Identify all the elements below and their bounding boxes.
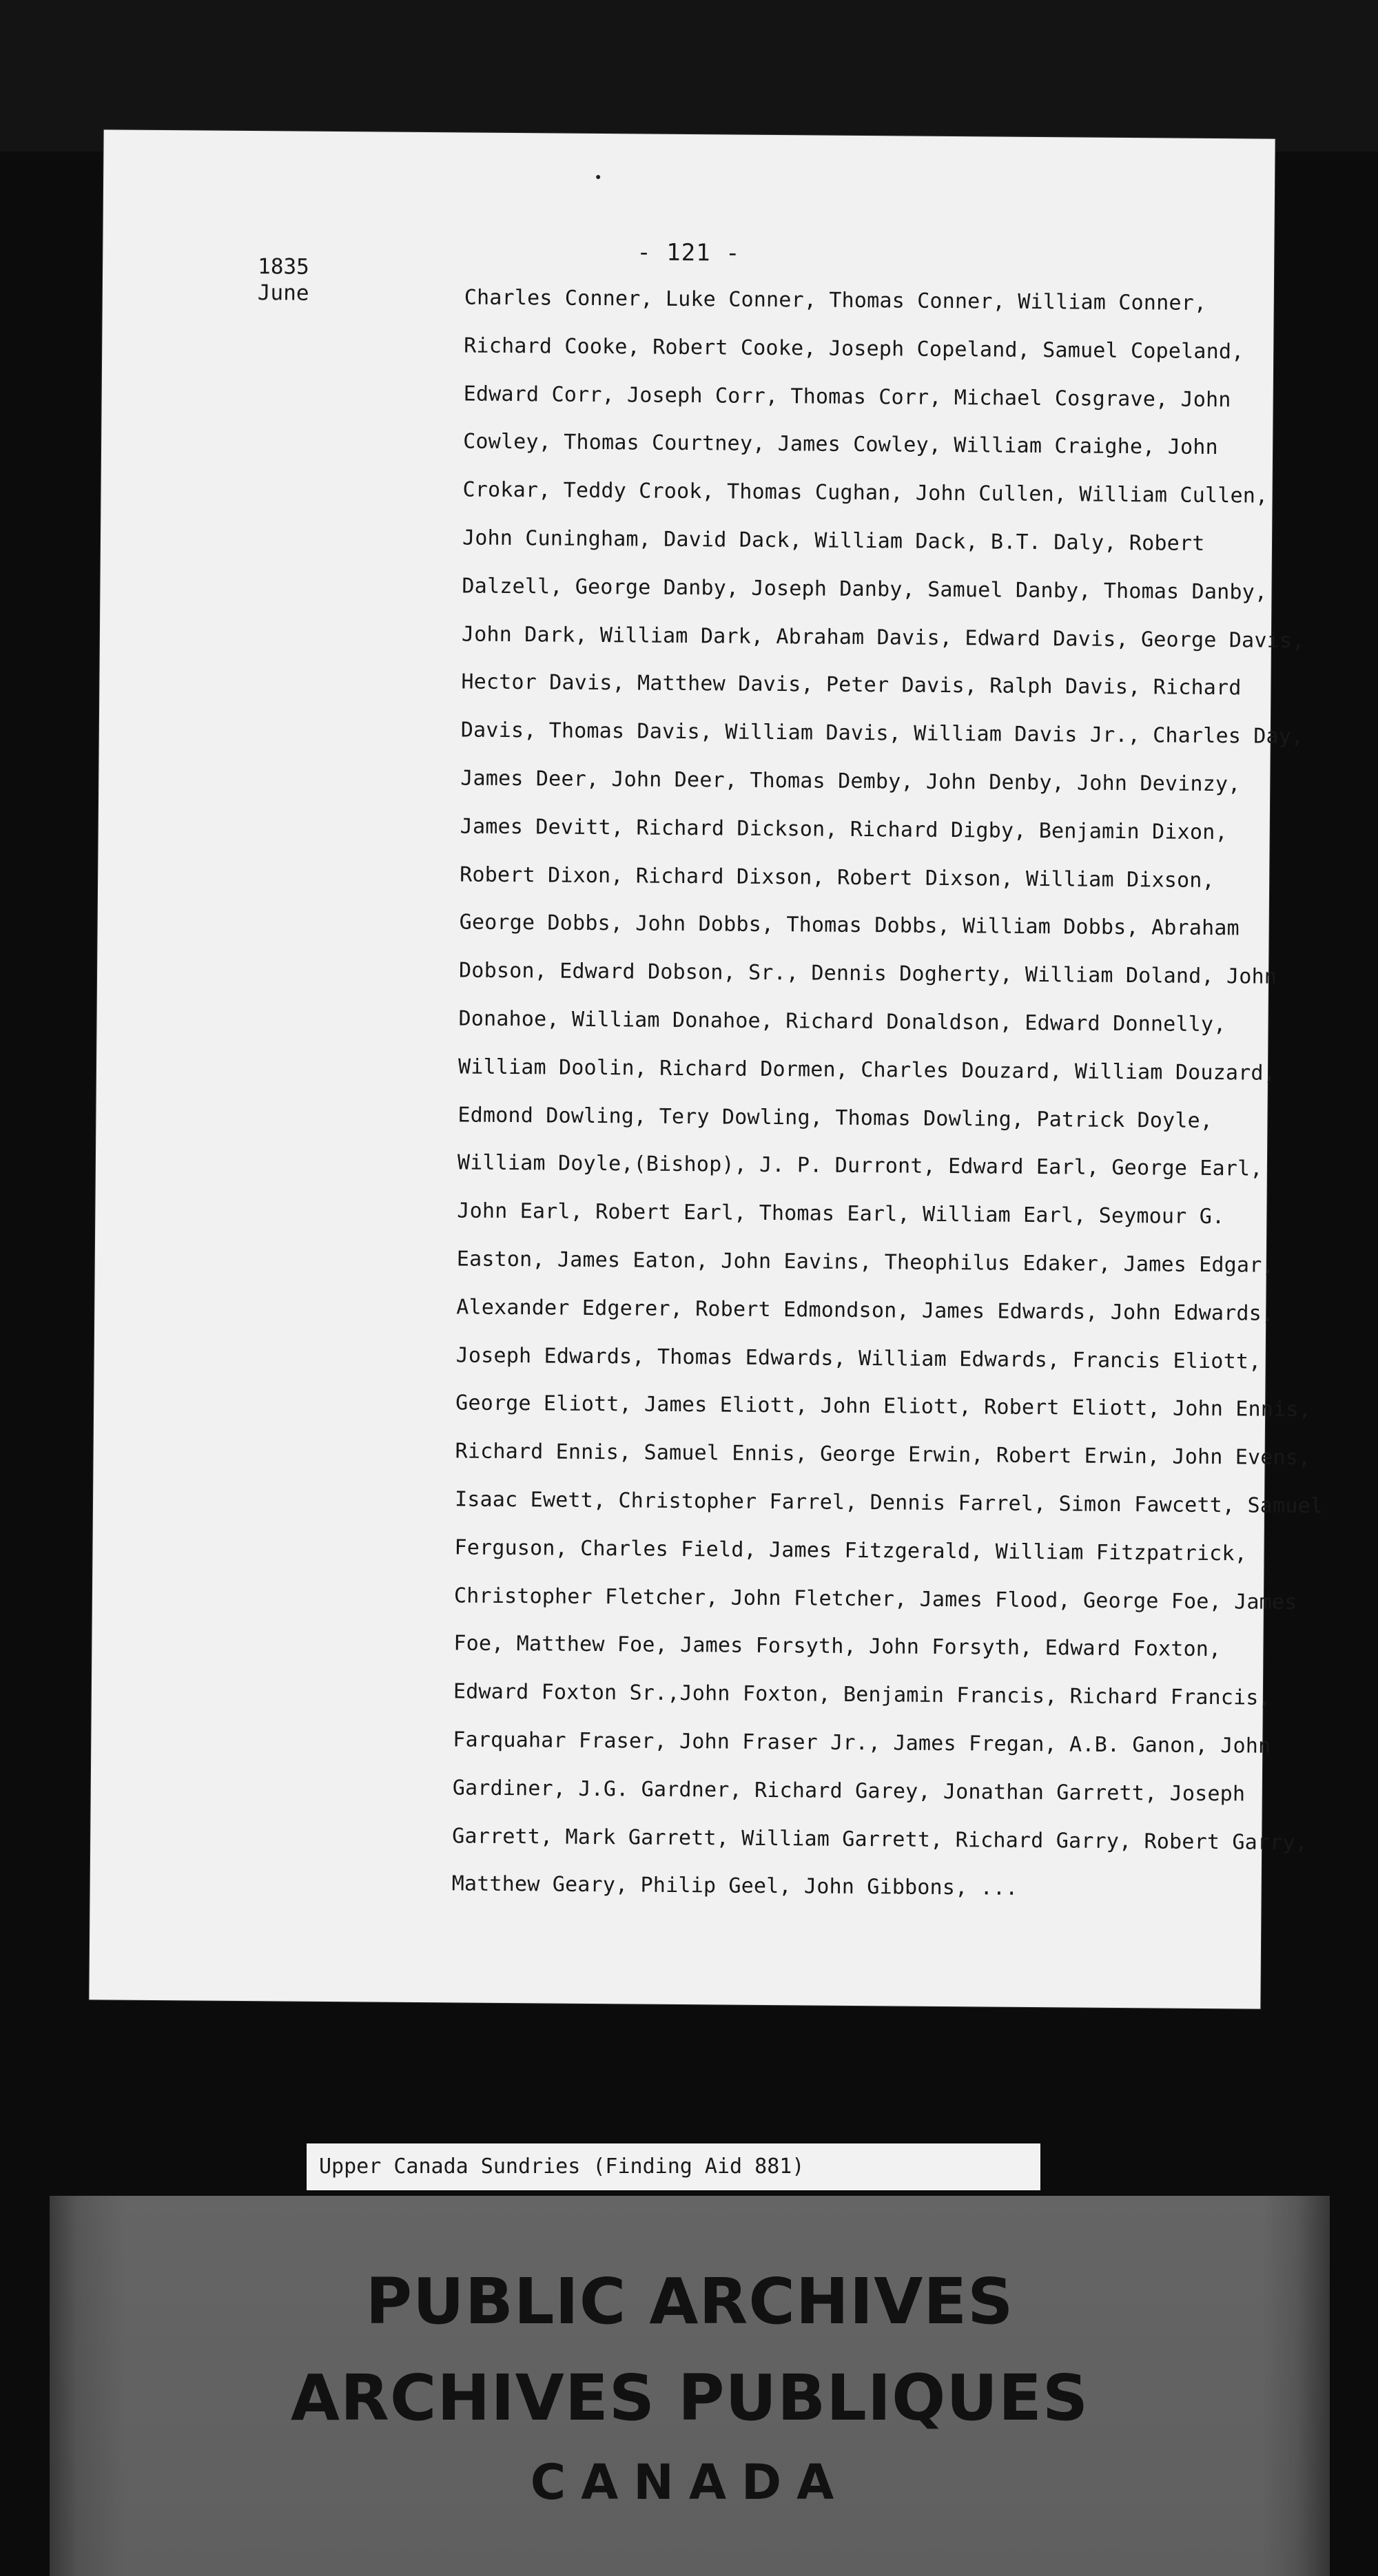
text-line: Cowley, Thomas Courtney, James Cowley, William Craighe, John [463, 429, 1218, 460]
text-line: Davis, Thomas Davis, William Davis, William Davis Jr., Charles Day, [460, 718, 1304, 749]
text-line: George Dobbs, John Dobbs, Thomas Dobbs, William Dobbs, Abraham [459, 910, 1240, 941]
ink-speck [596, 175, 600, 179]
text-line: Gardiner, J.G. Gardner, Richard Garey, Jonathan Garrett, Joseph [452, 1776, 1246, 1807]
margin-year: 1835 [257, 254, 309, 280]
finding-aid-label: Upper Canada Sundries (Finding Aid 881) [307, 2143, 1040, 2190]
text-line: Robert Dixon, Richard Dixson, Robert Dixson, William Dixson, [460, 862, 1215, 893]
text-line: James Devitt, Richard Dickson, Richard Digby, Benjamin Dixon, [460, 814, 1228, 844]
text-line: John Cuningham, David Dack, William Dack, B.T. Daly, Robert [462, 526, 1205, 556]
text-line: Matthew Geary, Philip Geel, John Gibbons, ... [451, 1871, 1018, 1901]
text-line: Edward Foxton Sr.,John Foxton, Benjamin Francis, Richard Francis, [453, 1679, 1271, 1710]
text-line: Alexander Edgerer, Robert Edmondson, James Edwards, John Edwards, [456, 1295, 1275, 1326]
text-line: George Eliott, James Eliott, John Eliott, Robert Eliott, John Ennis, [455, 1391, 1312, 1422]
text-line: Isaac Ewett, Christopher Farrel, Dennis Farrel, Simon Fawcett, Samuel [454, 1487, 1324, 1519]
text-line: Joseph Edwards, Thomas Edwards, William Edwards, Francis Eliott, [455, 1342, 1262, 1374]
margin-month: June [257, 280, 309, 306]
text-line: Hector Davis, Matthew Davis, Peter Davis, Ralph Davis, Richard [461, 669, 1242, 700]
text-line: Dalzell, George Danby, Joseph Danby, Samuel Danby, Thomas Danby, [462, 574, 1268, 605]
text-line: Easton, James Eaton, John Eavins, Theophilus Edaker, James Edgar, [456, 1247, 1275, 1278]
stamp-line-english: PUBLIC ARCHIVES [365, 2265, 1014, 2338]
text-line: Richard Cooke, Robert Cooke, Joseph Copeland, Samuel Copeland, [464, 333, 1244, 364]
text-line: William Doyle,(Bishop), J. P. Durront, Edward Earl, George Earl, [457, 1150, 1263, 1181]
text-line: John Dark, William Dark, Abraham Davis, Edward Davis, George Davis, [461, 622, 1305, 653]
document-page [89, 129, 1324, 2008]
name-list-text [451, 273, 1324, 1914]
text-line: Dobson, Edward Dobson, Sr., Dennis Dogherty, William Doland, John [458, 958, 1277, 989]
text-line: Garrett, Mark Garrett, William Garrett, Richard Garry, Robert Garry, [452, 1823, 1308, 1855]
text-line: William Doolin, Richard Dormen, Charles Douzard, William Douzard, [457, 1055, 1277, 1086]
text-line: Farquahar Fraser, John Fraser Jr., James Fregan, A.B. Ganon, John [453, 1727, 1271, 1758]
stamp-line-country: CANADA [530, 2454, 850, 2511]
text-line: James Deer, John Deer, Thomas Demby, John Denby, John Devinzy, [460, 766, 1241, 797]
film-frame-top [0, 0, 1378, 152]
text-line: Christopher Fletcher, John Fletcher, James Flood, George Foe, James [453, 1583, 1297, 1614]
text-line: Edward Corr, Joseph Corr, Thomas Corr, Michael Cosgrave, John [463, 382, 1231, 412]
text-line: John Earl, Robert Earl, Thomas Earl, William Earl, Seymour G. [457, 1198, 1225, 1229]
text-line: Ferguson, Charles Field, James Fitzgerald, William Fitzpatrick, [454, 1535, 1248, 1566]
text-line: Crokar, Teddy Crook, Thomas Cughan, John Cullen, William Cullen, [462, 477, 1268, 508]
text-line: Charles Conner, Luke Conner, Thomas Conner, William Conner, [464, 285, 1207, 315]
page-number: - 121 - [637, 238, 741, 267]
text-line: Richard Ennis, Samuel Ennis, George Erwin, Robert Erwin, John Evens, [455, 1439, 1311, 1471]
stamp-line-french: ARCHIVES PUBLIQUES [290, 2361, 1089, 2435]
margin-date [258, 253, 309, 307]
text-line: Foe, Matthew Foe, James Forsyth, John Forsyth, Edward Foxton, [453, 1631, 1222, 1662]
archives-stamp [50, 2196, 1330, 2576]
text-line: Edmond Dowling, Tery Dowling, Thomas Dowling, Patrick Doyle, [457, 1102, 1213, 1133]
text-line: Donahoe, William Donahoe, Richard Donaldson, Edward Donnelly, [458, 1006, 1226, 1037]
